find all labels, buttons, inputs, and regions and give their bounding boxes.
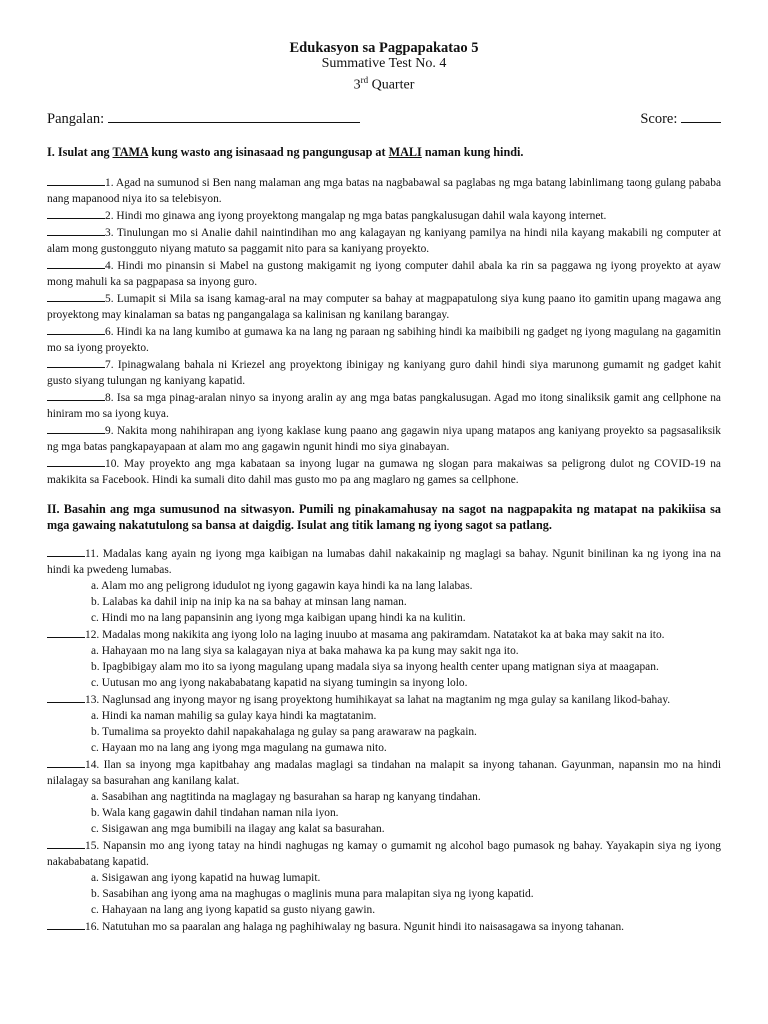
choice-c[interactable]: c. Uutusan mo ang iyong nakababatang kapatid na siyang tumingin sa inyong lolo.: [91, 676, 468, 689]
document-title: Edukasyon sa Pagpapakatao 5: [289, 40, 479, 56]
part1-instr-b: kung wasto ang isinasaad ng pangungusap at: [148, 144, 389, 159]
part1-item-10: [47, 455, 721, 488]
score-blank[interactable]: [681, 108, 721, 123]
part1-item-8: [47, 389, 721, 422]
part2-instructions: II. Basahin ang mga sumusunod na sitwasyon. Pumili ng pinakamahusay na sagot na nagpapakita ng matapat na pakikiisa sa mga gawaing nakatutulong sa bansa at daigdig. Isulat ang titik lamang ng iyong sagot sa patlang.: [47, 501, 721, 532]
choice-b[interactable]: b. Sasabihan ang iyong ama na maghugas o maglinis muna para malapitan siya ng iyong kapatid.: [91, 887, 534, 900]
part2-items: [47, 545, 721, 935]
question-11: [47, 545, 721, 578]
answer-blank[interactable]: [47, 691, 85, 703]
question-15: [47, 837, 721, 870]
item-text: 4. Hindi mo pinansin si Mabel na gustong makigamit ng iyong computer dahil abala ka rin sa paggawa ng iyong proyekto at ayaw mong mahuli ka sa pagpapasa sa inyong guro.: [47, 259, 721, 288]
choice-b[interactable]: b. Wala kang gagawin dahil tindahan naman nila iyon.: [91, 806, 339, 819]
part1-item-3: [47, 224, 721, 257]
choice-c[interactable]: c. Hahayaan na lang ang iyong kapatid sa gusto niyang gawin.: [91, 903, 376, 916]
part1-item-1: [47, 174, 721, 207]
name-field[interactable]: [47, 108, 360, 128]
choice-a[interactable]: a. Alam mo ang peligrong idudulot ng iyong gagawin kaya hindi ka na lang lalabas.: [91, 579, 473, 592]
part1-item-9: [47, 422, 721, 455]
document-header: [47, 40, 721, 94]
answer-blank[interactable]: [47, 918, 85, 930]
choice-a[interactable]: a. Hahayaan mo na lang siya sa kalagayan niya at baka mahawa ka pa kung may sakit nga ito.: [91, 644, 519, 657]
item-text: 10. May proyekto ang mga kabataan sa inyong lugar na gumawa ng slogan para makaiwas sa peligrong dulot ng COVID-19 na makikita sa Facebook. Hindi ka sumali dito dahil mas gusto mo pa ang maglaro ng games sa cellphone.: [47, 457, 721, 486]
name-blank[interactable]: [108, 108, 360, 123]
quarter-word: Quarter: [368, 77, 415, 93]
score-label: Score:: [640, 110, 678, 127]
answer-blank[interactable]: [47, 422, 105, 434]
question-stem: 13. Naglunsad ang inyong mayor ng isang proyektong humihikayat sa lahat na magtanim ng mga gulay sa kanilang likod-bahay.: [85, 693, 671, 706]
question-14: [47, 756, 721, 789]
item-text: 3. Tinulungan mo si Analie dahil naintindihan mo ang kalagayan ng kaniyang pamilya na hindi nila kayang makabili ng computer at alam mong gustongguto niyang matuto sa paggamit nito para sa kaniyang proyekto.: [47, 226, 721, 255]
answer-blank[interactable]: [47, 290, 105, 302]
item-text: 5. Lumapit si Mila sa isang kamag-aral na may computer sa bahay at magpapatulong siya kung paano ito gamitin upang magawa ang proyektong may kinalaman sa batas ng pangangalaga sa kalinisan ng kanilang barangay.: [47, 292, 721, 321]
answer-blank[interactable]: [47, 257, 105, 269]
question-16: [47, 918, 721, 935]
item-text: 8. Isa sa mga pinag-aralan ninyo sa inyong aralin ay ang mga batas pangkalusugan. Agad mo itong sinaliksik gamit ang cellphone na hiniram mo sa iyong kuya.: [47, 391, 721, 420]
answer-blank[interactable]: [47, 626, 85, 638]
mali-keyword: MALI: [388, 144, 422, 159]
answer-blank[interactable]: [47, 389, 105, 401]
answer-blank[interactable]: [47, 455, 105, 467]
part1-instr-c: naman kung hindi.: [421, 144, 524, 159]
quarter-number: 3: [353, 77, 361, 93]
answer-blank[interactable]: [47, 224, 105, 236]
score-field[interactable]: [640, 108, 721, 128]
choice-b[interactable]: b. Lalabas ka dahil inip na inip ka na sa bahay at minsan lang naman.: [91, 595, 407, 608]
choice-b[interactable]: b. Ipagbibigay alam mo ito sa iyong magulang upang madala siya sa inyong health center upang matignan siya at maagapan.: [91, 660, 659, 673]
choice-c[interactable]: c. Hindi mo na lang papansinin ang iyong mga kaibigan upang hindi ka na kulitin.: [91, 611, 466, 624]
choice-b[interactable]: b. Tumalima sa proyekto dahil napakahalaga ng gulay sa pang arawaraw na pagkain.: [91, 725, 477, 738]
choice-c[interactable]: c. Hayaan mo na lang ang iyong mga magulang na gumawa nito.: [91, 741, 387, 754]
item-text: 2. Hindi mo ginawa ang iyong proyektong mangalap ng mga batas pangkalusugan dahil wala kayong internet.: [105, 209, 607, 222]
question-stem: 15. Napansin mo ang iyong tatay na hindi naghugas ng kamay o gumamit ng alcohol bago pumasok ng bahay. Yayakapin siya ng iyong nakababatang kapatid.: [47, 839, 721, 868]
question-12: [47, 626, 721, 643]
answer-blank[interactable]: [47, 207, 105, 219]
answer-blank[interactable]: [47, 356, 105, 368]
part1-instructions: [47, 144, 721, 160]
answer-blank[interactable]: [47, 545, 85, 557]
choice-a[interactable]: a. Sisigawan ang iyong kapatid na huwag lumapit.: [91, 871, 321, 884]
choice-a[interactable]: a. Sasabihan ang nagtitinda na maglagay ng basurahan sa harap ng kanyang tindahan.: [91, 790, 481, 803]
question-13: [47, 691, 721, 708]
document-subtitle: Summative Test No. 4: [321, 56, 447, 71]
tama-keyword: TAMA: [112, 144, 149, 159]
answer-blank[interactable]: [47, 323, 105, 335]
quarter-label: [47, 72, 721, 94]
part1-item-7: [47, 356, 721, 389]
question-stem: 16. Natutuhan mo sa paaralan ang halaga ng paghihiwalay ng basura. Ngunit hindi ito naisasagawa sa inyong tahanan.: [85, 920, 625, 933]
item-text: 1. Agad na sumunod si Ben nang malaman ang mga batas na nagbabawal sa paglabas ng mga batang labinlimang taong gulang pababa nang mapanood niya ito sa telebisyon.: [47, 176, 721, 205]
choice-c[interactable]: c. Sisigawan ang mga bumibili na ilagay ang kalat sa basurahan.: [91, 822, 385, 835]
choice-a[interactable]: a. Hindi ka naman mahilig sa gulay kaya hindi ka magtatanim.: [91, 709, 377, 722]
part1-item-5: [47, 290, 721, 323]
part1-item-6: [47, 323, 721, 356]
item-text: 9. Nakita mong nahihirapan ang iyong kaklase kung paano ang gagawin niya upang matapos ang kaniyang proyekto sa pagsasaliksik ng mga batas pangkapayapaan at alam mo ang gagawin ngunit hindi mo siya ginabayan.: [47, 424, 721, 453]
part1-item-4: [47, 257, 721, 290]
part1-item-2: [47, 207, 721, 224]
question-stem: 12. Madalas mong nakikita ang iyong lolo na laging inuubo at masama ang pakiramdam. Natatakot ka at baka may sakit na ito.: [85, 628, 665, 641]
name-score-row: [47, 108, 721, 128]
part1-instr-a: I. Isulat ang: [47, 144, 113, 159]
question-stem: 11. Madalas kang ayain ng iyong mga kaibigan na lumabas dahil nakakainip ng maglagi sa bahay. Ngunit binilinan ka ng iyong ina na hindi ka pwedeng lumabas.: [47, 547, 721, 576]
quarter-suffix: rd: [360, 75, 369, 85]
answer-blank[interactable]: [47, 756, 85, 768]
item-text: 7. Ipinagwalang bahala ni Kriezel ang proyektong ibinigay ng kaniyang guro dahil hindi siya marunong gumamit ng gadget kahit gusto siyang tulungan ng kaniyang kapatid.: [47, 358, 721, 387]
name-label: Pangalan:: [47, 110, 105, 127]
answer-blank[interactable]: [47, 174, 105, 186]
part1-items: [47, 174, 721, 488]
question-stem: 14. Ilan sa inyong mga kapitbahay ang madalas maglagi sa tindahan na malapit sa inyong tahanan. Gayunman, napansin mo na hindi nilalagay sa basurahan ang kanilang kalat.: [47, 758, 721, 787]
answer-blank[interactable]: [47, 837, 85, 849]
item-text: 6. Hindi ka na lang kumibo at gumawa ka na lang ng paraan ng sabihing hindi ka maibibili ng gadget ng iyong magulang na gagamitin mo sa iyong proyekto.: [47, 325, 721, 354]
